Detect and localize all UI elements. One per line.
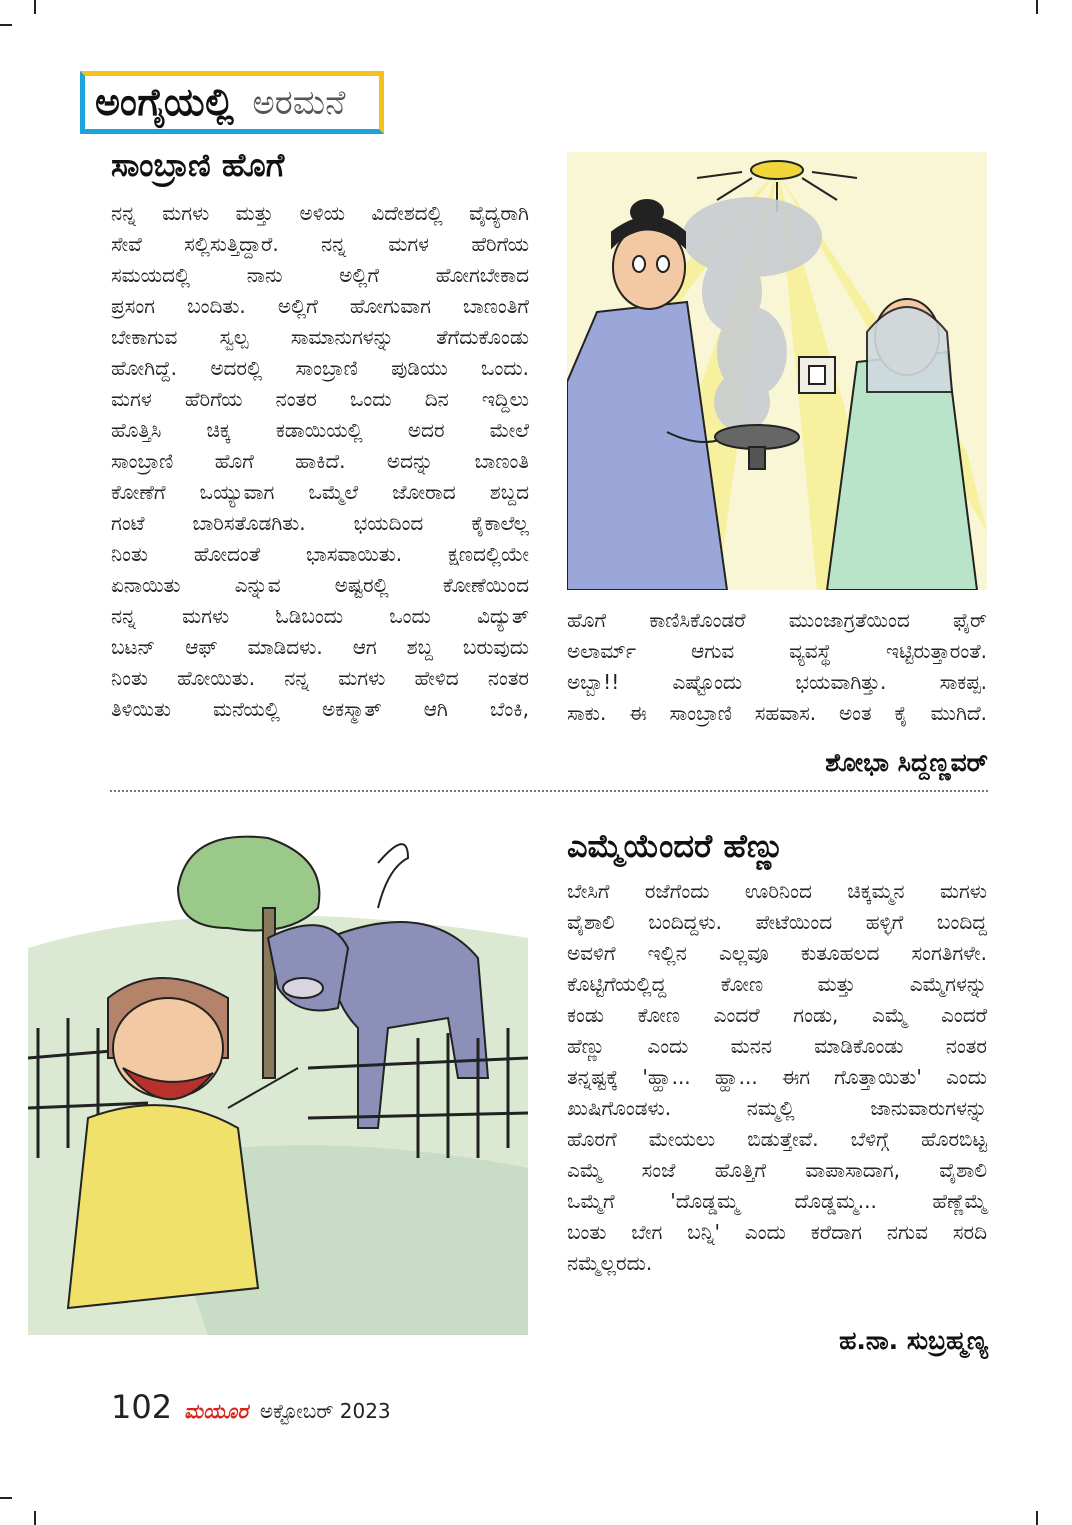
story2-line: ಹೊರಗೆ ಮೇಯಲು ಬಿಡುತ್ತೇವೆ. ಬೆಳಿಗ್ಗೆ ಹೊರಬಿಟ್ಟ [567,1127,987,1151]
crop-mark-bottom-right [1036,1511,1038,1525]
page-number: 102 [111,1388,173,1426]
story1-line: ಅಬ್ಬಾ!! ಎಷ್ಟೊಂದು ಭಯವಾಗಿತ್ತು. ಸಾಕಪ್ಪ. [567,670,987,694]
story1-line: ಸಾಕು. ಈ ಸಾಂಬ್ರಾಣಿ ಸಹವಾಸ. ಅಂತ ಕೈ ಮುಗಿದೆ. [567,701,987,725]
story2-line: ಬಂತು ಬೇಗ ಬನ್ನಿ' ಎಂದು ಕರೆದಾಗ ನಗುವ ಸರದಿ [567,1220,987,1244]
story2-line: ಕಂಡು ಕೋಣ ಎಂದರೆ ಗಂಡು, ಎಮ್ಮೆ ಎಂದರೆ [567,1003,987,1027]
story1-line: ನನ್ನ ಮಗಳು ಓಡಿಬಂದು ಒಂದು ವಿದ್ಯುತ್ [111,604,529,628]
story1-line: ಸೇವೆ ಸಲ್ಲಿಸುತ್ತಿದ್ದಾರೆ. ನನ್ನ ಮಗಳ ಹೆರಿಗೆಯ [111,232,529,256]
story1-line: ಏನಾಯಿತು ಎನ್ನುವ ಅಷ್ಟರಲ್ಲಿ ಕೋಣೆಯಿಂದ [111,573,529,597]
story2-line: ಅವಳಿಗೆ ಇಲ್ಲಿನ ಎಲ್ಲವೂ ಕುತೂಹಲದ ಸಂಗತಿಗಳೇ. [567,941,987,965]
story1-line: ಬೇಕಾಗುವ ಸ್ವಲ್ಪ ಸಾಮಾನುಗಳನ್ನು ತೆಗೆದುಕೊಂಡು [111,325,529,349]
section-tag-label-a: ಅಂಗೈಯಲ್ಲಿ [95,80,235,124]
story2-body [567,876,987,1279]
story1-line: ಕೋಣೆಗೆ ಒಯ್ಯುವಾಗ ಒಮ್ಮೆಲೆ ಜೋರಾದ ಶಬ್ದದ [111,480,529,504]
page-footer [111,1388,391,1426]
story2-title: ಎಮ್ಮೆಯೆಂದರೆ ಹೆಣ್ಣು [567,827,785,865]
story1-line: ಅಲಾರ್ಮ್ ಆಗುವ ವ್ಯವಸ್ಥೆ ಇಟ್ಟಿರುತ್ತಾರಂತೆ. [567,639,987,663]
story1-line: ಹೋಗಿದ್ದೆ. ಅದರಲ್ಲಿ ಸಾಂಬ್ರಾಣಿ ಪುಡಿಯು ಒಂದು. [111,356,529,380]
story2-line: ವೈಶಾಲಿ ಬಂದಿದ್ದಳು. ಪೇಟೆಯಿಂದ ಹಳ್ಳಿಗೆ ಬಂದಿದ್ದ [567,910,987,934]
story2-line: ಬೇಸಿಗೆ ರಜೆಗೆಂದು ಊರಿನಿಂದ ಚಿಕ್ಕಮ್ಮನ ಮಗಳು [567,879,987,903]
magazine-logo: ಮಯೂರ [184,1399,248,1423]
crop-mark-top-right [1036,0,1038,14]
story1-line: ಸಮಯದಲ್ಲಿ ನಾನು ಅಲ್ಲಿಗೆ ಹೋಗಬೇಕಾದ [111,263,529,287]
illustration-fire-alarm [567,152,987,590]
story1-line: ನಿಂತು ಹೋದಂತೆ ಭಾಸವಾಯಿತು. ಕ್ಷಣದಲ್ಲಿಯೇ [111,542,529,566]
story2-line: ಎಮ್ಮೆ ಸಂಜೆ ಹೊತ್ತಿಗೆ ವಾಪಾಸಾದಾಗ, ವೈಶಾಲಿ [567,1158,987,1182]
story2-author: ಹ.ನಾ. ಸುಬ್ರಹ್ಮಣ್ಯ [839,1326,988,1355]
section-tag-label-b: ಅರಮನೆ [252,82,346,123]
story2-line: ಹೆಣ್ಣು ಎಂದು ಮನನ ಮಾಡಿಕೊಂಡು ನಂತರ [567,1034,987,1058]
story2-line: ತನ್ನಷ್ಟಕ್ಕೆ 'ಹ್ಹಾ... ಹ್ಹಾ... ಈಗ ಗೊತ್ತಾಯಿತು' ಎಂದು [567,1065,987,1089]
story1-line: ನನ್ನ ಮಗಳು ಮತ್ತು ಅಳಿಯ ವಿದೇಶದಲ್ಲಿ ವೈದ್ಯರಾಗಿ [111,201,529,225]
story1-body-col1 [111,198,529,725]
crop-mark-top-left [34,0,36,14]
story-divider [110,790,988,792]
crop-mark-left-top [0,24,12,26]
story1-line: ಹೊತ್ತಿಸಿ ಚಿಕ್ಕ ಕಡಾಯಿಯಲ್ಲಿ ಅದರ ಮೇಲೆ [111,418,529,442]
story2-line: ಕೊಟ್ಟಿಗೆಯಲ್ಲಿದ್ದ ಕೋಣ ಮತ್ತು ಎಮ್ಮೆಗಳನ್ನು [567,972,987,996]
story1-line: ಪ್ರಸಂಗ ಬಂದಿತು. ಅಲ್ಲಿಗೆ ಹೋಗುವಾಗ ಬಾಣಂತಿಗೆ [111,294,529,318]
crop-mark-bottom-left [34,1511,36,1525]
story1-line: ನಿಂತು ಹೋಯಿತು. ನನ್ನ ಮಗಳು ಹೇಳಿದ ನಂತರ [111,666,529,690]
story1-title: ಸಾಂಬ್ರಾಣಿ ಹೊಗೆ [111,146,285,184]
story2-line: ನಮ್ಮೆಲ್ಲರದು. [567,1251,653,1275]
story1-line: ಸಾಂಬ್ರಾಣಿ ಹೊಗೆ ಹಾಕಿದೆ. ಅದನ್ನು ಬಾಣಂತಿ [111,449,529,473]
section-tag [80,71,384,134]
story1-line: ತಿಳಿಯಿತು ಮನೆಯಲ್ಲಿ ಅಕಸ್ಮಾತ್ ಆಗಿ ಬೆಂಕಿ, [111,697,529,721]
story2-line: ಖುಷಿಗೊಂಡಳು. ನಮ್ಮಲ್ಲಿ ಜಾನುವಾರುಗಳನ್ನು [567,1096,987,1120]
illustration-girl-buffalo [28,828,528,1335]
story1-line: ಗಂಟೆ ಬಾರಿಸತೊಡಗಿತು. ಭಯದಿಂದ ಕೈಕಾಲೆಲ್ಲ [111,511,529,535]
story1-line: ಹೊಗೆ ಕಾಣಿಸಿಕೊಂಡರೆ ಮುಂಜಾಗ್ರತೆಯಿಂದ ಫೈರ್ [567,608,987,632]
issue-month: ಅಕ್ಟೋಬರ್ 2023 [259,1399,391,1423]
story1-author: ಶೋಭಾ ಸಿದ್ದಣ್ಣವರ್ [825,748,988,777]
story2-line: ಒಮ್ಮೆಗೆ 'ದೊಡ್ಡಮ್ಮ ದೊಡ್ಡಮ್ಮ... ಹೆಣ್ಣೆಮ್ಮೆ [567,1189,987,1213]
story1-line: ಬಟನ್ ಆಫ್ ಮಾಡಿದಳು. ಆಗ ಶಬ್ದ ಬರುವುದು [111,635,529,659]
story1-line: ಮಗಳ ಹೆರಿಗೆಯ ನಂತರ ಒಂದು ದಿನ ಇದ್ದಿಲು [111,387,529,411]
crop-mark-left-bottom [0,1497,12,1499]
story1-body-col2 [567,605,987,729]
